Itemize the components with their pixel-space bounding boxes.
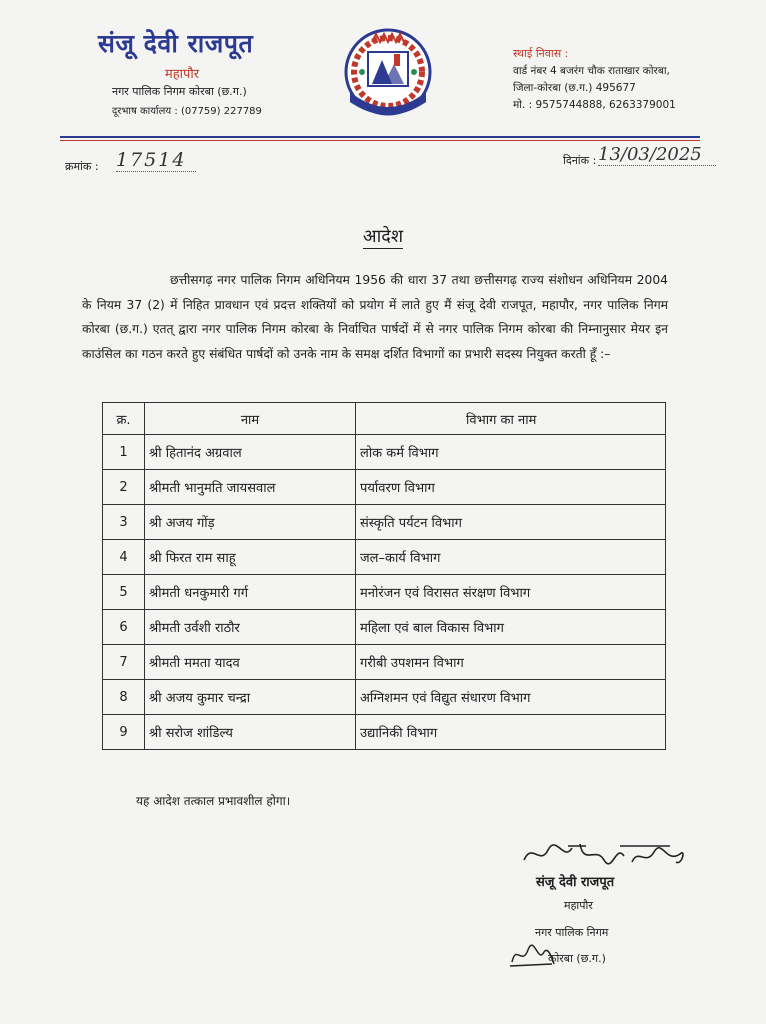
letterhead-office-phone: दूरभाष कार्यालय : (07759) 227789 xyxy=(112,106,262,117)
municipal-emblem-icon xyxy=(342,22,434,126)
header-name: नाम xyxy=(145,403,356,435)
row-member-name: श्रीमती ममता यादव xyxy=(145,645,356,680)
row-department: संस्कृति पर्यटन विभाग xyxy=(356,505,666,540)
table-row xyxy=(103,715,666,750)
letterhead-name: संजू देवी राजपूत xyxy=(98,29,254,58)
header-serial: क्र. xyxy=(103,403,145,435)
table-row xyxy=(103,540,666,575)
letterhead-title: महापौर xyxy=(165,67,200,82)
row-member-name: श्रीमती उर्वशी राठौर xyxy=(145,610,356,645)
table-row xyxy=(103,610,666,645)
body-paragraph xyxy=(82,268,668,366)
letterhead-divider-secondary xyxy=(60,140,700,141)
row-serial: 4 xyxy=(103,540,145,575)
order-heading-text: आदेश xyxy=(362,226,404,247)
row-department: लोक कर्म विभाग xyxy=(356,435,666,470)
row-department: पर्यावरण विभाग xyxy=(356,470,666,505)
signatory-organization: नगर पालिक निगम xyxy=(535,926,609,939)
row-member-name: श्री सरोज शांडिल्य xyxy=(145,715,356,750)
row-member-name: श्रीमती भानुमति जायसवाल xyxy=(145,470,356,505)
row-serial: 7 xyxy=(103,645,145,680)
row-serial: 2 xyxy=(103,470,145,505)
body-paragraph-text: छत्तीसगढ़ नगर पालिक निगम अधिनियम 1956 की धारा 37 तथा छत्तीसगढ़ राज्य संशोधन अधिनियम 2004 के नियम 37 (2) में निहित प्रावधान एवं प्रदत्त शक्तियों को प्रयोग में लाते हुए मैं संजू देवी राजपूत, महापौर, नगर पालिक निगम कोरबा (छ.ग.) एतत् द्वारा नगर पालिक निगम कोरबा के निर्वाचित पार्षदों में से नगर पालिक निगम कोरबा की निम्नानुसार मेयर इन काउंसिल का गठन करते हुए संबंधित पार्षदों को उनके नाम के समक्ष दर्शित विभागों का प्रभारी सदस्य नियुक्त करती हूँ :– xyxy=(82,273,668,361)
table-row xyxy=(103,435,666,470)
table-row xyxy=(103,680,666,715)
mobile-numbers: मो. : 9575744888, 6263379001 xyxy=(513,99,676,111)
row-department: मनोरंजन एवं विरासत संरक्षण विभाग xyxy=(356,575,666,610)
closing-note: यह आदेश तत्काल प्रभावशील होगा। xyxy=(136,794,291,808)
row-serial: 5 xyxy=(103,575,145,610)
date-label: दिनांक : xyxy=(563,154,597,167)
row-department: अग्निशमन एवं विद्युत संधारण विभाग xyxy=(356,680,666,715)
row-serial: 9 xyxy=(103,715,145,750)
order-heading xyxy=(0,224,766,248)
row-member-name: श्री अजय गोंड़ xyxy=(145,505,356,540)
address-line-1: वार्ड नंबर 4 बजरंग चौक राताखार कोरबा, xyxy=(513,65,670,77)
reference-label: क्रमांक : xyxy=(65,160,99,173)
row-member-name: श्री फिरत राम साहू xyxy=(145,540,356,575)
row-department: जल–कार्य विभाग xyxy=(356,540,666,575)
signatory-city: कोरबा (छ.ग.) xyxy=(548,952,606,965)
row-department: गरीबी उपशमन विभाग xyxy=(356,645,666,680)
council-members-table xyxy=(102,402,666,750)
table-header-row xyxy=(103,403,666,435)
table-row xyxy=(103,645,666,680)
reference-number: 17514 xyxy=(116,149,196,172)
row-member-name: श्रीमती धनकुमारी गर्ग xyxy=(145,575,356,610)
table-row xyxy=(103,505,666,540)
row-serial: 6 xyxy=(103,610,145,645)
row-department: महिला एवं बाल विकास विभाग xyxy=(356,610,666,645)
signatory-name: संजू देवी राजपूत xyxy=(536,875,615,890)
signatory-title: महापौर xyxy=(564,899,593,912)
handwritten-signature xyxy=(520,836,690,872)
row-serial: 3 xyxy=(103,505,145,540)
address-heading: स्थाई निवास : xyxy=(513,47,569,60)
table-row xyxy=(103,575,666,610)
header-department: विभाग का नाम xyxy=(356,403,666,435)
row-member-name: श्री अजय कुमार चन्द्रा xyxy=(145,680,356,715)
table-row xyxy=(103,470,666,505)
row-serial: 1 xyxy=(103,435,145,470)
row-department: उद्यानिकी विभाग xyxy=(356,715,666,750)
row-member-name: श्री हितानंद अग्रवाल xyxy=(145,435,356,470)
row-serial: 8 xyxy=(103,680,145,715)
letterhead-organization: नगर पालिक निगम कोरबा (छ.ग.) xyxy=(112,85,247,98)
address-line-2: जिला-कोरबा (छ.ग.) 495677 xyxy=(513,82,636,94)
date-value: 13/03/2025 xyxy=(598,144,716,166)
letterhead-divider xyxy=(60,136,700,138)
